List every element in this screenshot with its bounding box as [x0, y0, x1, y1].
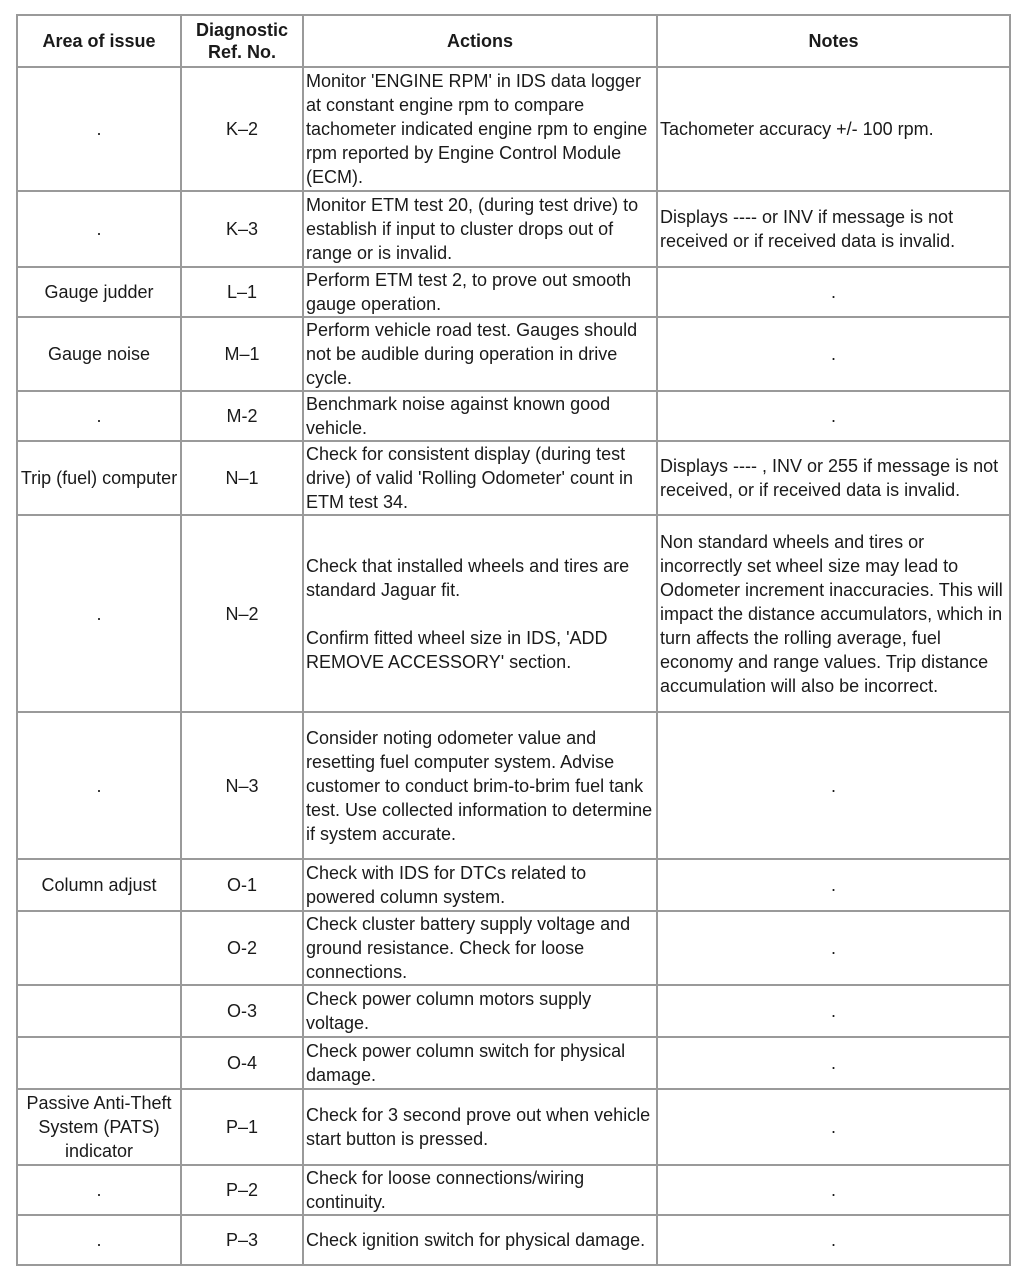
action-paragraph: Check power column switch for physical damage.: [306, 1041, 626, 1085]
cell-area-of-issue: .: [17, 67, 181, 191]
cell-actions: [303, 1165, 657, 1215]
table-row: [17, 391, 1010, 441]
table-row: [17, 441, 1010, 515]
action-paragraph: Check for loose connections/wiring continuity.: [306, 1168, 585, 1212]
cell-actions: [303, 1215, 657, 1265]
cell-notes: .: [657, 911, 1010, 985]
header-ref-line2: Ref. No.: [207, 42, 276, 62]
cell-diagnostic-ref: N–3: [181, 712, 303, 859]
action-paragraph: Check cluster battery supply voltage and ground resistance. Check for loose connections.: [306, 914, 631, 982]
cell-area-of-issue: .: [17, 1215, 181, 1265]
table-row: [17, 267, 1010, 317]
table-row: [17, 985, 1010, 1037]
cell-area-of-issue: .: [17, 1165, 181, 1215]
header-diagnostic-ref: [181, 15, 303, 67]
cell-area-of-issue: [17, 911, 181, 985]
header-notes: Notes: [657, 15, 1010, 67]
cell-notes: .: [657, 712, 1010, 859]
cell-notes: .: [657, 267, 1010, 317]
cell-notes: .: [657, 1089, 1010, 1165]
table-row: [17, 712, 1010, 859]
paragraph-gap: [306, 602, 654, 626]
cell-area-of-issue: [17, 1037, 181, 1089]
header-ref-line1: Diagnostic: [195, 20, 288, 40]
cell-actions: [303, 859, 657, 911]
cell-area-of-issue: .: [17, 515, 181, 712]
cell-diagnostic-ref: P–1: [181, 1089, 303, 1165]
table-row: [17, 67, 1010, 191]
cell-diagnostic-ref: O-1: [181, 859, 303, 911]
cell-diagnostic-ref: P–3: [181, 1215, 303, 1265]
action-paragraph: Confirm fitted wheel size in IDS, 'ADD REMOVE ACCESSORY' section.: [306, 627, 608, 672]
cell-diagnostic-ref: O-3: [181, 985, 303, 1037]
diagnostic-table-container: [16, 14, 1011, 1266]
table-row: [17, 1215, 1010, 1265]
action-paragraph: Perform ETM test 2, to prove out smooth gauge operation.: [306, 270, 632, 314]
cell-actions: [303, 391, 657, 441]
cell-diagnostic-ref: N–1: [181, 441, 303, 515]
cell-actions: [303, 1089, 657, 1165]
cell-actions: [303, 67, 657, 191]
action-paragraph: Monitor 'ENGINE RPM' in IDS data logger at constant engine rpm to compare tachometer indicated engine rpm to engine rpm reported by Engine Control Module (ECM).: [306, 71, 648, 187]
action-paragraph: Benchmark noise against known good vehicle.: [306, 394, 611, 438]
cell-diagnostic-ref: O-2: [181, 911, 303, 985]
action-paragraph: Perform vehicle road test. Gauges should not be audible during operation in drive cycle.: [306, 320, 638, 388]
cell-actions: [303, 317, 657, 391]
action-paragraph: Check for 3 second prove out when vehicle start button is pressed.: [306, 1105, 651, 1149]
cell-actions: [303, 515, 657, 712]
cell-notes: .: [657, 859, 1010, 911]
action-paragraph: Check ignition switch for physical damage.: [306, 1230, 646, 1250]
cell-actions: [303, 267, 657, 317]
cell-notes: Non standard wheels and tires or incorrectly set wheel size may lead to Odometer increment inaccuracies. This will impact the distance accumulators, which in turn affects the rolling average, fuel economy and range values. Trip distance accumulation will also be incorrect.: [657, 515, 1010, 712]
cell-notes: .: [657, 985, 1010, 1037]
cell-area-of-issue: Passive Anti-Theft System (PATS) indicator: [17, 1089, 181, 1165]
table-row: [17, 1089, 1010, 1165]
table-row: [17, 859, 1010, 911]
table-row: [17, 191, 1010, 267]
cell-area-of-issue: [17, 985, 181, 1037]
table-header-row: [17, 15, 1010, 67]
header-actions: Actions: [303, 15, 657, 67]
cell-area-of-issue: Trip (fuel) computer: [17, 441, 181, 515]
cell-diagnostic-ref: M–1: [181, 317, 303, 391]
diagnostic-table: [16, 14, 1011, 1266]
cell-diagnostic-ref: N–2: [181, 515, 303, 712]
cell-actions: [303, 985, 657, 1037]
action-paragraph: Check that installed wheels and tires are standard Jaguar fit.: [306, 555, 630, 600]
cell-actions: [303, 1037, 657, 1089]
cell-diagnostic-ref: M-2: [181, 391, 303, 441]
action-paragraph: Consider noting odometer value and resetting fuel computer system. Advise customer to conduct brim-to-brim fuel tank test. Use collected information to determine if system accurate.: [306, 727, 653, 844]
action-paragraph: Check power column motors supply voltage.: [306, 989, 592, 1033]
table-row: [17, 911, 1010, 985]
cell-diagnostic-ref: K–3: [181, 191, 303, 267]
cell-diagnostic-ref: K–2: [181, 67, 303, 191]
cell-area-of-issue: .: [17, 191, 181, 267]
cell-area-of-issue: Gauge judder: [17, 267, 181, 317]
action-paragraph: Check with IDS for DTCs related to powered column system.: [306, 863, 587, 907]
cell-actions: [303, 191, 657, 267]
header-area-of-issue: Area of issue: [17, 15, 181, 67]
cell-actions: [303, 441, 657, 515]
cell-actions: [303, 712, 657, 859]
table-row: [17, 515, 1010, 712]
table-row: [17, 1165, 1010, 1215]
cell-notes: .: [657, 1215, 1010, 1265]
cell-area-of-issue: .: [17, 712, 181, 859]
table-row: [17, 317, 1010, 391]
cell-diagnostic-ref: O-4: [181, 1037, 303, 1089]
table-row: [17, 1037, 1010, 1089]
cell-notes: .: [657, 1037, 1010, 1089]
cell-notes: .: [657, 317, 1010, 391]
action-paragraph: Monitor ETM test 20, (during test drive) to establish if input to cluster drops out of range or is invalid.: [306, 195, 639, 263]
cell-notes: .: [657, 1165, 1010, 1215]
cell-diagnostic-ref: P–2: [181, 1165, 303, 1215]
cell-notes: Displays ---- , INV or 255 if message is not received, or if received data is invalid.: [657, 441, 1010, 515]
cell-diagnostic-ref: L–1: [181, 267, 303, 317]
cell-notes: Tachometer accuracy +/- 100 rpm.: [657, 67, 1010, 191]
cell-area-of-issue: Gauge noise: [17, 317, 181, 391]
cell-area-of-issue: .: [17, 391, 181, 441]
action-paragraph: Check for consistent display (during test drive) of valid 'Rolling Odometer' count in ETM test 34.: [306, 444, 634, 512]
cell-notes: .: [657, 391, 1010, 441]
cell-notes: Displays ---- or INV if message is not received or if received data is invalid.: [657, 191, 1010, 267]
cell-actions: [303, 911, 657, 985]
cell-area-of-issue: Column adjust: [17, 859, 181, 911]
